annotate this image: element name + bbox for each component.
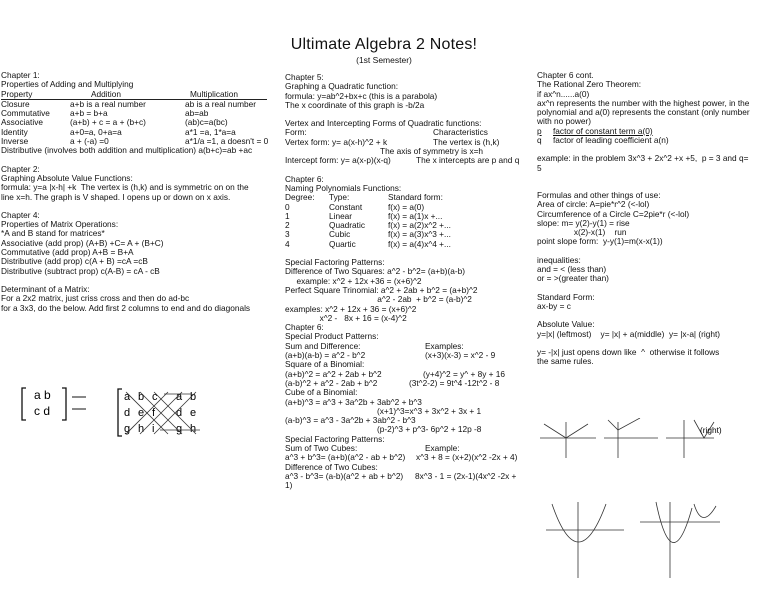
matrix3-cell: f <box>152 407 156 419</box>
col-property: Property <box>1 88 33 99</box>
row-add: a+b is a real number <box>70 98 146 109</box>
formula-line: Area of circle: A=pie*r^2 (<-lol) <box>537 199 650 210</box>
poly-std: f(x) = a(4)x^4 +... <box>388 238 451 249</box>
row-name: Inverse <box>1 136 29 147</box>
ch5-line: formula: y=ab^2+bx+c (this is a parabola) <box>285 90 438 101</box>
ch4-line: Distributive (subtract prop) c(A-B) = cA - cB <box>1 265 160 276</box>
poly-h-degree: Degree: <box>285 192 315 203</box>
row-add: (a+b) + c = a + (b+c) <box>70 117 146 128</box>
ch1-title: Chapter 1: <box>1 70 40 80</box>
rz-line: ax^n represents the number with the highest power, in the <box>537 97 750 108</box>
matrix3-cell: g <box>124 423 131 435</box>
poly-std: f(x) = a(0) <box>388 201 425 212</box>
ch6a-heading: Naming Polynomials Functions: <box>285 182 402 193</box>
abs-value-line: y=|x| (leftmost) y= |x| + a(middle) y= |x-a| (right) <box>537 328 721 339</box>
cube-example-row <box>285 407 529 416</box>
ch2-heading: Graphing Absolute Value Functions: <box>1 172 133 183</box>
poly-deg: 3 <box>285 229 290 240</box>
poly-deg: 1 <box>285 210 290 221</box>
ch4-title: Chapter 4: <box>1 209 40 220</box>
square-row <box>285 379 529 388</box>
table-row <box>1 137 273 146</box>
ch4-heading: Properties of Matrix Operations: <box>1 219 119 230</box>
inequalities-heading: inequalities: <box>537 254 581 265</box>
ch2-line: line x=h. The graph is V shaped. I opens up or down on x axis. <box>1 191 231 202</box>
sum-cubes-row <box>285 453 529 462</box>
abs-value-graphs <box>536 418 768 464</box>
row-add: a + (-a) =0 <box>70 136 109 147</box>
matrix2-row: c d <box>34 404 51 418</box>
matrix3-cell: h <box>138 423 145 435</box>
p-text: factor of constant term a(0) <box>553 125 653 136</box>
sc-example: x^3 + 8 = (x+2)(x^2 -2x + 4) <box>416 452 518 463</box>
sc-formula: a^3 + b^3= (a+b)(a^2 - ab + b^2) <box>285 452 406 463</box>
cube-example: (p-2)^3 + p^3- 6p^2 + 12p -8 <box>377 424 482 435</box>
factoring-line: example: x^2 + 12x +36 = (x+6)^2 <box>285 275 422 286</box>
row-mult: a*1/a =1, a doesn't = 0 <box>185 136 269 147</box>
ch5-line: The x coordinate of this graph is -b/2a <box>285 99 425 110</box>
page-title: Ultimate Algebra 2 Notes! <box>290 36 478 53</box>
formula-line: slope: m= y(2)-y(1) = rise <box>537 217 630 228</box>
poly-h-type: Type: <box>329 192 350 203</box>
ch6cont-title: Chapter 6 cont. <box>537 70 594 80</box>
parabola-graphs <box>544 500 724 580</box>
rz-example: example: in the problem 3x^3 + 2x^2 +x +5, p = 3 and q= <box>537 153 749 164</box>
sd-example: (x+3)(x-3) = x^2 - 9 <box>425 350 496 361</box>
axis-text: The axis of symmetry is x=h <box>380 146 484 157</box>
poly-type: Linear <box>329 210 353 221</box>
matrix3-cell: d <box>176 407 183 419</box>
q-label: q <box>537 135 542 146</box>
formula-line: x(2)-x(1) run <box>537 227 627 238</box>
example-label: Example: <box>425 442 460 453</box>
ch1-heading: Properties of Adding and Multiplying <box>1 79 134 90</box>
factoring-line: Perfect Square Trinomial: a^2 + 2ab + b^2 = (a+b)^2 <box>285 284 478 295</box>
row-name: Closure <box>1 98 30 109</box>
vertex-heading: Vertex and Intercepting Forms of Quadratic functions: <box>285 118 482 129</box>
factoring-line: Difference of Two Squares: a^2 - b^2= (a+b)(a-b) <box>285 266 465 277</box>
poly-std: f(x) = a(1)x +... <box>388 210 443 221</box>
ch1-table-header <box>1 90 273 99</box>
cube-formula: (a+b)^3 = a^3 + 3a^2b + 3ab^2 + b^3 <box>285 396 422 407</box>
ch6b-title: Chapter 6: <box>285 322 324 333</box>
abs-value-heading: Absolute Value: <box>537 319 595 330</box>
rational-zero-heading: The Rational Zero Theorem: <box>537 79 642 90</box>
ch2-title: Chapter 2: <box>1 163 40 174</box>
ch6b-heading: Special Product Patterns: <box>285 331 379 342</box>
formula-line: Circumference of a Circle C=2pie*r (<-lol) <box>537 208 690 219</box>
col-multiplication: Multiplication <box>190 88 238 99</box>
poly-deg: 2 <box>285 220 290 231</box>
factoring2-heading: Special Factoring Patterns: <box>285 433 385 444</box>
right-column <box>537 71 767 366</box>
matrix3-cell: i <box>152 423 155 435</box>
matrix3-cell: d <box>124 407 131 419</box>
poly-deg: 0 <box>285 201 290 212</box>
middle-column <box>285 73 529 490</box>
sq-example: (y+4)^2 = y^ + 8y + 16 <box>423 368 506 379</box>
diff-cubes-label: Difference of Two Cubes: <box>285 461 378 472</box>
sd-formula: (a+b)(a-b) = a^2 - b^2 <box>285 350 366 361</box>
poly-type: Constant <box>329 201 363 212</box>
matrix3-cell: a <box>176 391 183 403</box>
abs-value-note: the same rules. <box>537 356 594 367</box>
examples-label: Examples: <box>425 340 464 351</box>
intercept-form: Intercept form: y= a(x-p)(x-q) <box>285 155 391 166</box>
ch4-line: Commutative (add prop) A+B = B+A <box>1 247 134 258</box>
determinant-heading: Determinant of a Matrix: <box>1 283 90 294</box>
standard-form-heading: Standard Form: <box>537 291 595 302</box>
sq-example: (3t^2-2) = 9t^4 -12t^2 - 8 <box>409 377 500 388</box>
matrix2-row: a b <box>34 388 51 402</box>
dc-formula: a^3 - b^3= (a-b)(a^2 + ab + b^2) <box>285 470 404 481</box>
sum-diff-row <box>285 351 529 360</box>
row-add: a+b = b+a <box>70 108 108 119</box>
rz-line: if ax^n......a(0) <box>537 88 590 99</box>
row-mult: (ab)c=a(bc) <box>185 117 228 128</box>
row-mult: ab is a real number <box>185 98 257 109</box>
matrix3-cell: c <box>152 391 158 403</box>
matrix3-cell: g <box>176 423 183 435</box>
row-add: a+0=a, 0+a=a <box>70 126 122 137</box>
ch1-distributive: Distributive (involves both addition and multiplication) a(b+c)=ab +ac <box>1 145 253 156</box>
rz-line: polynomial and a(0) represents the constant (only number <box>537 107 750 118</box>
row-name: Identity <box>1 126 28 137</box>
row-name: Commutative <box>1 108 50 119</box>
abs-right-label: (right) <box>700 425 722 435</box>
poly-deg: 4 <box>285 238 290 249</box>
ch6a-title: Chapter 6: <box>285 173 324 184</box>
left-column <box>1 71 273 313</box>
dc-tail: 1) <box>285 480 293 491</box>
row-name: Associative <box>1 117 43 128</box>
cube-example-row <box>285 425 529 434</box>
vertex-form: Vertex form: y= a(x-h)^2 + k <box>285 136 388 147</box>
matrix3-cell: b <box>190 391 197 403</box>
rz-line: with no power) <box>537 116 591 127</box>
sq-formula: (a-b)^2 + a^2 - 2ab + b^2 <box>285 377 378 388</box>
sq-formula: (a+b)^2 = a^2 + 2ab + b^2 <box>285 368 382 379</box>
diff-cubes-row <box>285 472 529 481</box>
factoring-line: x^2 - 8x + 16 = (x-4)^2 <box>285 312 407 323</box>
poly-std: f(x) = a(2)x^2 +... <box>388 220 451 231</box>
determinant-sketch <box>10 384 220 444</box>
intercept-char: The x intercepts are p and q <box>416 155 520 166</box>
sum-diff-label: Sum and Difference: <box>285 340 361 351</box>
poly-type: Cubic <box>329 229 351 240</box>
intercept-row <box>285 156 529 165</box>
poly-h-std: Standard form: <box>388 192 443 203</box>
row-mult: ab=ab <box>185 108 209 119</box>
ch4-line: Associative (add prop) (A+B) +C= A + (B+C) <box>1 237 164 248</box>
poly-std: f(x) = a(3)x^3 +... <box>388 229 451 240</box>
matrix3-cell: e <box>190 407 197 419</box>
matrix3-cell: b <box>138 391 145 403</box>
cube-formula: (a-b)^3 = a^3 - 3a^2b + 3ab^2 - b^3 <box>285 415 416 426</box>
vertex-char-label: Characteristics <box>433 127 488 138</box>
abs-value-note: y= -|x| just opens down like ^ otherwise it follows <box>537 346 720 357</box>
ch5-title: Chapter 5: <box>285 72 324 82</box>
sum-cubes-label: Sum of Two Cubes: <box>285 442 358 453</box>
poly-type: Quartic <box>329 238 356 249</box>
ch5-heading: Graphing a Quadratic function: <box>285 81 398 92</box>
col-addition: Addition <box>91 88 121 99</box>
factoring-heading: Special Factoring Patterns: <box>285 257 385 268</box>
row-mult: a*1 =a, 1*a=a <box>185 126 236 137</box>
determinant-line: For a 2x2 matrix, just criss cross and then do ad-bc <box>1 293 190 304</box>
standard-form-line: ax-by = c <box>537 300 571 311</box>
matrix3-cell: e <box>138 407 145 419</box>
q-text: factor of leading coefficient a(n) <box>553 135 669 146</box>
ch4-line: *A and B stand for matrices* <box>1 228 105 239</box>
ch2-line: formula: y=a |x-h| +k The vertex is (h,k) and is symmetric on on the <box>1 182 249 193</box>
formula-line: point slope form: y-y(1)=m(x-x(1)) <box>537 236 663 247</box>
p-label: p <box>537 125 542 136</box>
inequality-line: or = >(greater than) <box>537 273 609 284</box>
poly-type: Quadratic <box>329 220 365 231</box>
square-heading: Square of a Binomial: <box>285 359 365 370</box>
rz-example: 5 <box>537 162 542 173</box>
factoring-line: examples: x^2 + 12x + 36 = (x+6)^2 <box>285 303 417 314</box>
q-row <box>537 136 767 145</box>
cube-heading: Cube of a Binomial: <box>285 387 358 398</box>
formulas-heading: Formulas and other things of use: <box>537 189 661 200</box>
ch4-line: Distributive (add prop) c(A + B) =cA =cB <box>1 256 148 267</box>
page-subtitle: (1st Semester) <box>356 55 412 65</box>
matrix3-cell: a <box>124 391 131 403</box>
dc-example: 8x^3 - 1 = (2x-1)(4x^2 -2x + <box>415 470 517 481</box>
matrix3-cell: h <box>190 423 197 435</box>
cube-example: (x+1)^3=x^3 + 3x^2 + 3x + 1 <box>377 405 482 416</box>
determinant-line: for a 3x3, do the below. Add first 2 columns to end and do diagonals <box>1 302 251 313</box>
table-row <box>285 240 529 249</box>
vertex-form-label: Form: <box>285 127 307 138</box>
inequality-line: and = < (less than) <box>537 264 607 275</box>
vertex-char: The vertex is (h,k) <box>433 136 500 147</box>
factoring-line: a^2 - 2ab + b^2 = (a-b)^2 <box>285 294 472 305</box>
